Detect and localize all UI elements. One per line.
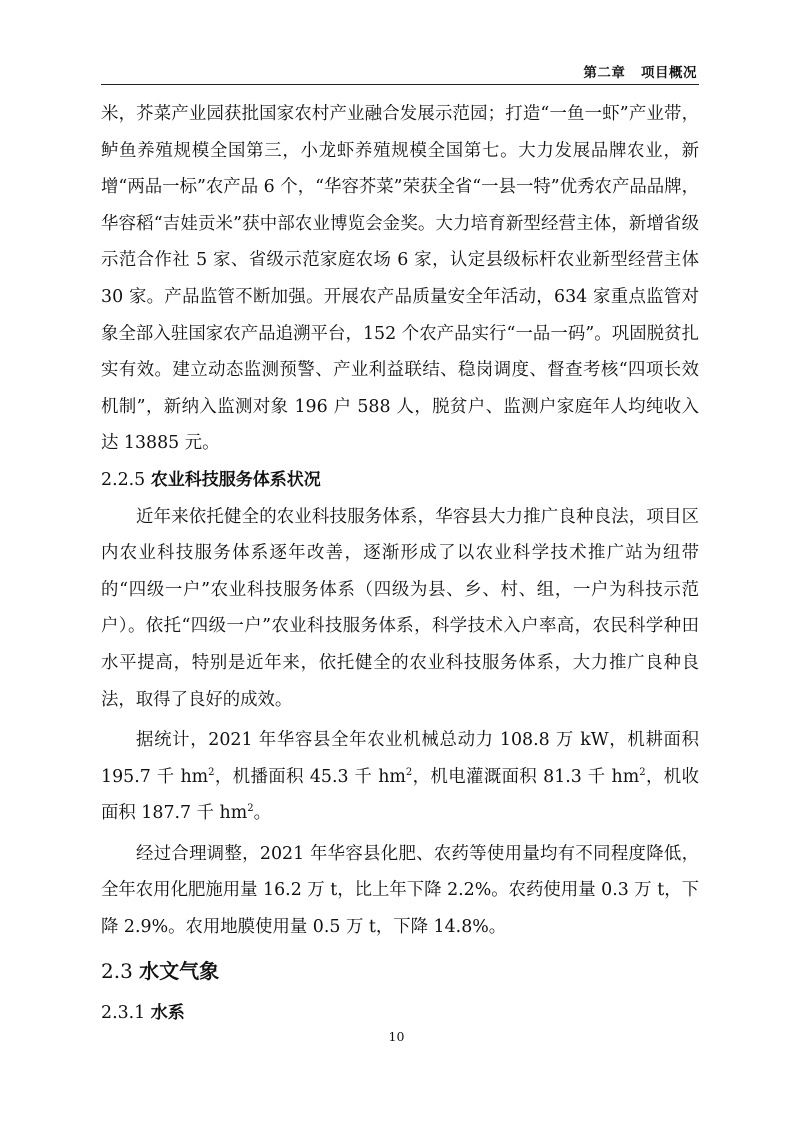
machinery-text-1: 据统计，2021 年华容县全年农业机械总动力 108.8 万 kW，机耕面积 195.7 千 hm [101,730,699,787]
heading-number: 2.3.1 [101,1002,151,1023]
heading-title: 水系 [150,1002,185,1023]
page-content [101,96,699,1031]
machinery-text-4: ，机收面积 187.7 千 hm [101,766,699,824]
paragraph-machinery [101,722,699,832]
paragraph-fertilizer: 经过合理调整，2021 年华容县化肥、农药等使用量均有不同程度降低，全年农用化肥施用量 16.2 万 t，比上年下降 2.2%。农药使用量 0.3 万 t，下降 2.9%。农用地膜使用量 0.5 万 t，下降 14.8%。 [101,843,700,938]
paragraph-tech-service: 近年来依托健全的农业科技服务体系，华容县大力推广良种良法，项目区内农业科技服务体系逐年改善，逐渐形成了以农业科学技术推广站为纽带的“四级一户”农业科技服务体系（四级为县、乡、村、组，一户为科技示范户）。依托“四级一户”农业科技服务体系，科学技术入户率高，农民科学种田水平提高，特别是近年来，依托健全的农业科技服务体系，大力推广良种良法，取得了良好的成效。 [101,506,699,710]
heading-title: 水文气象 [139,958,220,983]
heading-2-3-1 [101,995,699,1032]
machinery-text-2: ，机播面积 45.3 千 hm [214,766,406,787]
heading-number: 2.2.5 [101,469,151,490]
header-chapter: 第二章 [583,65,626,81]
heading-number: 2.3 [101,958,140,983]
header-text [583,61,697,81]
machinery-text-3: ，机电灌溉面积 81.3 千 hm [412,766,640,787]
page-header [101,50,699,85]
superscript-2: 2 [247,803,254,815]
heading-title: 农业科技服务体系状况 [150,469,321,490]
paragraph-agriculture-brands: 米，芥菜产业园获批国家农村产业融合发展示范园；打造“一鱼一虾”产业带，鲈鱼养殖规模全国第三，小龙虾养殖规模全国第七。大力发展品牌农业，新增“两品一标”农产品 6 个，“华容芥菜”荣获全省“一县一特”优秀农产品品牌，华容稻“吉娃贡米”获中部农业博览会金奖。大力培育新型经营主体，新增省级示范合作社 5 家、省级示范家庭农场 6 家，认定县级标杆农业新型经营主体 30 家。产品监管不断加强。开展农产品质量安全年活动，634 家重点监管对象全部入驻国家农产品追溯平台，152 个农产品实行“一品一码”。巩固脱贫扎实有效。建立动态监测预警、产业利益联结、稳岗调度、督查考核“四项长效机制”，新纳入监测对象 196 户 588 人，脱贫户、监测户家庭年人均纯收入达 13885 元。 [101,104,699,454]
superscript-2: 2 [639,766,646,778]
superscript-2: 2 [405,766,413,778]
heading-2-3 [101,953,699,989]
header-title: 项目概况 [641,65,697,81]
machinery-text-5: 。 [253,803,272,824]
superscript-2: 2 [208,766,215,778]
page-number: 10 [388,1029,405,1044]
heading-2-2-5 [101,462,699,499]
